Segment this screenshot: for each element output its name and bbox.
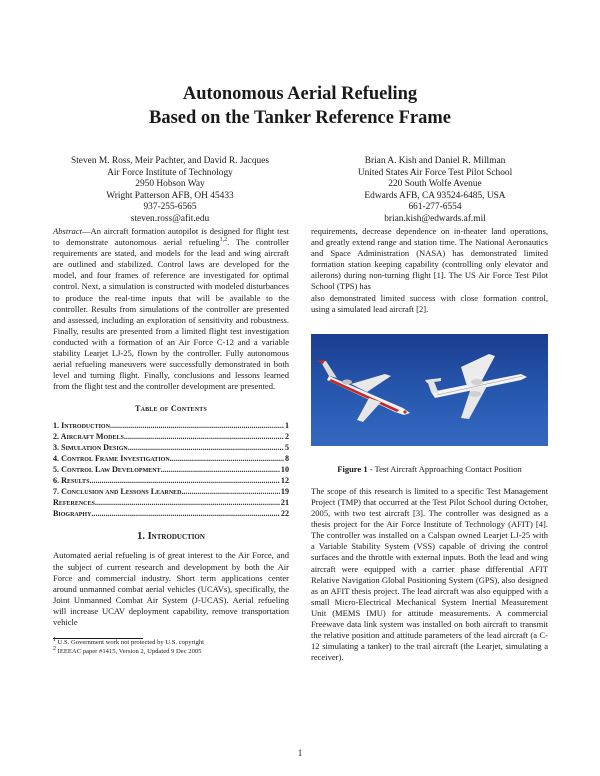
- footnote-marker: 1,2: [219, 237, 228, 244]
- toc-entry[interactable]: 1. Introduction ..... 1: [53, 420, 289, 431]
- author-city: Edwards AFB, CA 93524-6485, USA: [364, 190, 506, 201]
- footnote: $^1$ U.S. Government work not protected by U.S. copyright: [53, 636, 204, 647]
- author-street: 220 South Wolfe Avenue: [388, 179, 482, 189]
- page-number: 1: [297, 748, 303, 758]
- toc-entry[interactable]: References ..... 21: [53, 497, 289, 508]
- author-email[interactable]: steven.ross@afit.edu: [130, 213, 210, 224]
- paper-title: [0, 82, 600, 130]
- author-email[interactable]: brian.kish@edwards.af.mil: [384, 213, 486, 224]
- author-street: 2950 Hobson Way: [135, 179, 205, 189]
- title-line-2: Based on the Tanker Reference Frame: [149, 108, 451, 128]
- section-heading: 1. Introduction: [137, 531, 205, 543]
- toc-entry[interactable]: 5. Control Law Development ..... 10: [53, 464, 289, 475]
- footnote: $^2$ IEEEAC paper #1415, Version 2, Updated 9 Dec 2005: [53, 645, 202, 655]
- author-block-right: [315, 156, 555, 225]
- toc-entry[interactable]: Biography ..... 22: [53, 508, 289, 519]
- toc-entry[interactable]: 4. Control Frame Investigation ..... 8: [53, 453, 289, 464]
- table-of-contents: [53, 420, 289, 520]
- author-city: Wright Patterson AFB, OH 45433: [106, 190, 234, 201]
- figure-aircraft-photo: [311, 334, 548, 446]
- scope-paragraph: The scope of this research is limited to a specific Test Management Project (TMP) that occurred at the Test Pilot School during October, 2005, with two test aircraft [3]. The controller was designed as a thesis project for the Air Force Institute of Technology (AFIT) [4]. The controller was installed on a Calspan owned Learjet LJ-25 with a Variable Stability System (VSS) capable of driving the control surfaces and the throttle with external inputs. Both the lead and wing aircraft were equipped with a carrier phase differential AFIT Relative Navigation Global Positioning System (GPS), also designed as an AFIT thesis project. The lead aircraft was also equipped with a small Micro-Electrical Mechanical System Inertial Measurement Unit (MEMS IMU) for attitude measurements. A commercial Freewave data link system was installed on both aircraft to transmit the relative position and attitude parameters of the lead aircraft (a C-12 simulating a tanker) to the trail aircraft (the Learjet, simulating a receiver).: [311, 485, 548, 663]
- abstract-label: Abstract: [53, 226, 82, 236]
- toc-entry[interactable]: 7. Conclusion and Lessons Learned ..... 19: [53, 486, 289, 497]
- abstract-text-a: —An aircraft formation autopilot is designed for flight test to demonstrate autonomous aerial refueling: [53, 226, 289, 248]
- author-names: Steven M. Ross, Meir Pachter, and David R. Jacques: [70, 156, 270, 166]
- intro-paragraph: Automated aerial refueling is of great interest to the Air Force, and the subject of current research and development by both the Air Force and commercial industry. Short term applications center around unmanned combat aerial vehicles (UCAVs), specifically, the Joint Unmanned Combat Air System (J-UCAS). Aerial refueling will increase UCAV deployment capability, remove transportation vehicle: [53, 550, 289, 627]
- abstract: [53, 226, 289, 392]
- figure-label: Figure 1: [337, 463, 368, 474]
- title-line-1: Autonomous Aerial Refueling: [182, 84, 418, 104]
- c12-aircraft: [425, 354, 527, 419]
- author-phone: 937-255-6565: [143, 202, 197, 212]
- author-names: Brian A. Kish and Daniel R. Millman: [364, 156, 506, 166]
- toc-entry[interactable]: 6. Results ..... 12: [53, 475, 289, 486]
- author-affiliation: Air Force Institute of Technology: [107, 167, 233, 178]
- author-phone: 661-277-6554: [408, 202, 462, 212]
- figure-caption: [311, 464, 548, 475]
- toc-entry[interactable]: 3. Simulation Design ..... 5: [53, 442, 289, 453]
- learjet-aircraft: [317, 360, 410, 422]
- author-affiliation: United States Air Force Test Pilot School: [357, 167, 513, 178]
- author-block-left: [50, 156, 290, 225]
- intro-paragraph-continued: also demonstrated limited success with close formation control, using a simulated lead aircraft [2].: [311, 292, 548, 314]
- toc-entry[interactable]: 2. Aircraft Models ..... 2: [53, 431, 289, 442]
- toc-heading: Table of Contents: [134, 404, 208, 414]
- abstract-text-b: . The controller requirements are stated, and models for the lead and wing aircraft are outlined and stabilized. Control laws are developed for the model, and four frames of reference are investigated for optimal control. Next, a simulation is constructed with modeled disturbances to produce the real-time inputs that will be available to the controller. Results from simulations of the controller are presented and assessed, including an exploration of sensitivity and robustness. Finally, results are presented from a limited flight test investigation conducted with a formation of an Air Force C-12 and a variable stability Learjet LJ-25, flown by the controller. Fully autonomous aerial refueling maneuvers were successfully demonstrated in both level and turning flight. Finally, conclusions and lessons learned from the flight test and the controller development are presented.: [53, 237, 289, 392]
- right-column: [311, 226, 548, 663]
- intro-paragraph-continued: requirements, decrease dependence on in-theater land operations, and greatly extend range and station time. The National Aeronautics and Space Administration (NASA) has demonstrated limited formation station keeping capability (controlling only elevator and ailerons) during non-turning flight [1]. The US Air Force Test Pilot School (TPS) has: [311, 226, 548, 292]
- figure-caption-text: - Test Aircraft Approaching Contact Position: [367, 463, 522, 474]
- aircraft-photo: [311, 334, 548, 446]
- left-column: [53, 226, 289, 656]
